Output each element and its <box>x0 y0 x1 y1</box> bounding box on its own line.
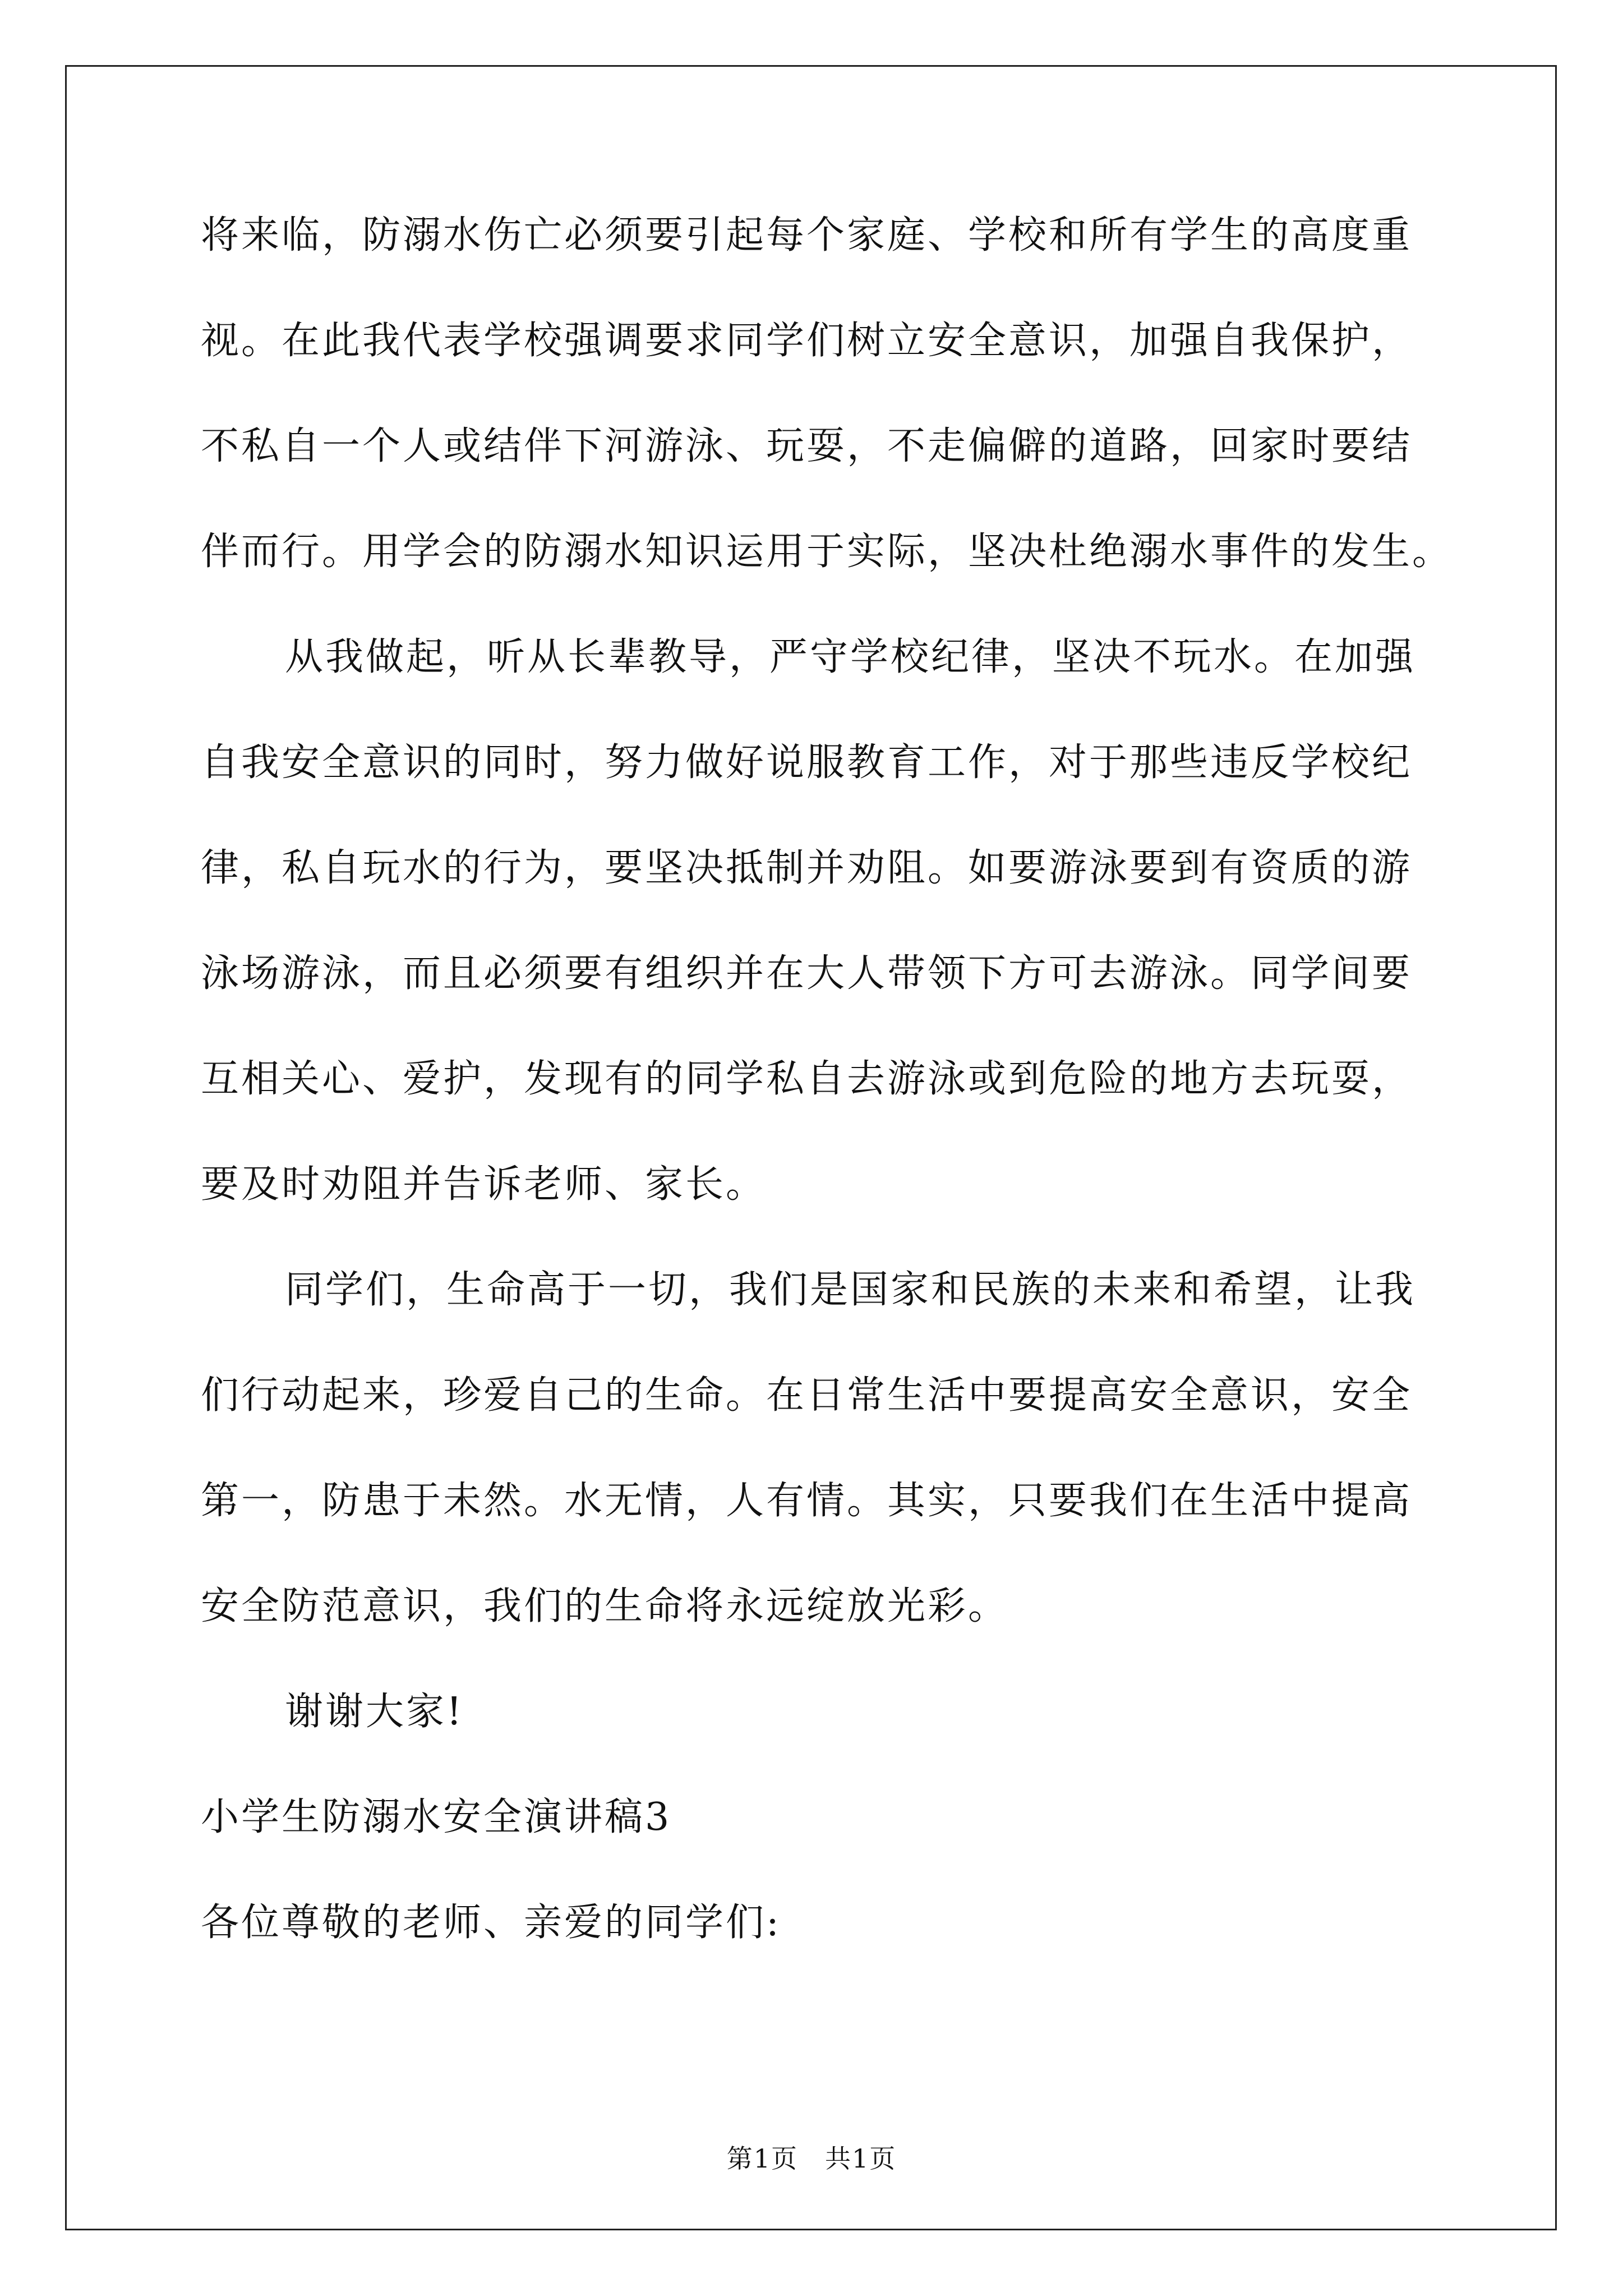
text-line: 不私自一个人或结伴下河游泳、玩耍，不走偏僻的道路，回家时要结 <box>201 424 1413 468</box>
text-line: 律，私自玩水的行为，要坚决抵制并劝阻。如要游泳要到有资质的游 <box>201 846 1413 890</box>
text-line: 第一，防患于未然。水无情，人有情。其实，只要我们在生活中提高 <box>201 1479 1413 1523</box>
text-line: 将来临，防溺水伤亡必须要引起每个家庭、学校和所有学生的高度重 <box>201 213 1413 257</box>
text-line: 们行动起来，珍爱自己的生命。在日常生活中要提高安全意识，安全 <box>201 1373 1413 1418</box>
text-line: 自我安全意识的同时，努力做好说服教育工作，对于那些违反学校纪 <box>201 740 1413 785</box>
text-line: 各位尊敬的老师、亲爱的同学们: <box>201 1901 781 1945</box>
text-line: 从我做起，听从长辈教导，严守学校纪律，坚决不玩水。在加强 <box>285 635 1416 679</box>
text-line: 安全防范意识，我们的生命将永远绽放光彩。 <box>201 1584 1009 1628</box>
text-line: 互相关心、爱护，发现有的同学私自去游泳或到危险的地方去玩耍， <box>201 1057 1413 1101</box>
text-line: 泳场游泳，而且必须要有组织并在大人带领下方可去游泳。同学间要 <box>201 951 1413 996</box>
section-heading: 小学生防溺水安全演讲稿3 <box>201 1795 672 1839</box>
text-line: 要及时劝阻并告诉老师、家长。 <box>201 1162 767 1207</box>
text-line: 谢谢大家! <box>285 1690 464 1734</box>
text-line: 伴而行。用学会的防溺水知识运用于实际，坚决杜绝溺水事件的发生。 <box>201 530 1453 574</box>
page-footer: 第1页 共1页 <box>726 2143 897 2174</box>
text-line: 视。在此我代表学校强调要求同学们树立安全意识，加强自我保护， <box>201 319 1413 363</box>
text-line: 同学们，生命高于一切，我们是国家和民族的未来和希望，让我 <box>285 1268 1416 1312</box>
